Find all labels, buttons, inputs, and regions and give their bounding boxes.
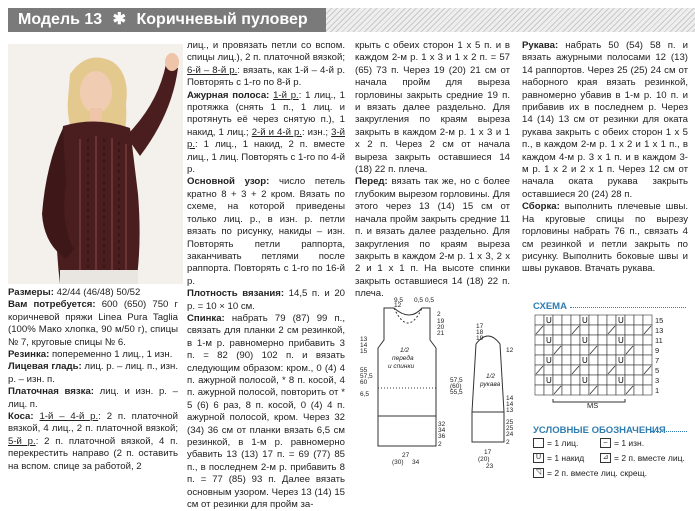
chart-cell <box>607 375 616 385</box>
chart-cell <box>598 355 607 365</box>
sleeves-text: набрать 50 (54) 58 п. и вязать ажурными полосами 12 (13) 14 раппортов. Через 25 (25) 24 см от наборного края вязать резинкой, равномерно убавив в 1-м р. 10 п. и прибавив их в последнем р. Через 14 (14) 13 см от резинки для оката рукава закрыть с обеих сторон 1 х 5 п., в каждом 2-м р. 1 х 2 и 1 х 1 п., в каждом 4-м р. 3 х 1 п. и в каждом 3-м р. 1 х 2 и 2 х 1 п. Через 12 см от начала оката рукава закрыть оставшиеся 20 (24) 28 п. <box>522 40 688 200</box>
sleeve-label: 55,5 <box>450 389 463 396</box>
chart-cell <box>553 325 562 335</box>
sleeve-label: (60) <box>450 383 462 390</box>
legend-k2tog-crossed-text: = 2 п. вместе лиц. скрещ. <box>547 468 647 478</box>
sleeve-label: (20) <box>478 456 490 463</box>
stitch-chart <box>533 313 693 411</box>
legend-purl <box>600 438 644 448</box>
sleeves-label: Рукава: <box>522 40 559 51</box>
openwork-text-1: : 1 лиц., 1 протяжка (снять 1 п., 1 лиц. и протянуть её через снятую п.), 1 накид, 1 лиц.; <box>187 89 346 138</box>
chart-cell <box>598 335 607 345</box>
chart-cell <box>607 315 616 325</box>
chart-cell <box>553 355 562 365</box>
density-text: 14,5 п. и 20 р. = 10 × 10 см. <box>187 288 345 312</box>
chart-cell <box>580 385 589 395</box>
assembly-label: Сборка: <box>522 201 560 213</box>
legend-knit <box>533 438 578 448</box>
sleeve-label: 57,5 <box>450 377 463 384</box>
chart-cell <box>571 315 580 325</box>
col2-text-2: : вязать, как 1-й – 4-й р. Повторять с 1-го по 8-й р. <box>187 64 345 89</box>
main-pattern-text: число петель кратно 8 + 3 + 2 кром. Вязать по схеме, на которой приведены только лиц. р., в изн. р. петли вязать по рисунку, накиды – изн. Повторять петли раппорта, заканчивать петлями после раппорта. Повторять с 1-го по 16-й р. <box>187 176 345 287</box>
chart-cell <box>571 355 580 365</box>
main-pattern-label: Основной узор: <box>187 176 270 188</box>
chart-cell <box>562 345 571 355</box>
chart-yarnover-mark: U <box>618 356 624 365</box>
chart-cell <box>634 375 643 385</box>
body-label: 21 <box>437 330 445 337</box>
braid-rows-2: 5-й р. <box>8 435 36 447</box>
sleeve-label: 13 <box>506 407 514 414</box>
legend-purl-text: = 1 изн. <box>614 438 645 448</box>
chart-cell <box>589 325 598 335</box>
sleeve-label: 19 <box>476 335 484 342</box>
legend-knit-text: = 1 лиц. <box>547 438 579 448</box>
chart-row-number: 1 <box>655 386 660 395</box>
chart-cell <box>553 335 562 345</box>
chart-cell <box>535 315 544 325</box>
col2-text-1: лиц., и провязать петли со вспом. спицы лиц.), 2 п. платочной вязкой; <box>187 40 345 64</box>
chart-row-number: 13 <box>655 326 664 335</box>
chart-yarnover-mark: U <box>546 316 552 325</box>
model-photo-illustration <box>8 44 183 284</box>
chart-cell <box>544 345 553 355</box>
title-text: Коричневый пуловер <box>136 11 308 28</box>
chart-row-number: 9 <box>655 346 660 355</box>
chart-cell <box>580 325 589 335</box>
body-pattern-diagram <box>350 296 460 504</box>
openwork-label: Ажурная полоса: <box>187 89 270 101</box>
body-label: (30) <box>392 459 404 466</box>
column-4 <box>522 40 688 276</box>
sleeve-label: 14 <box>506 401 514 408</box>
sizes-label: Размеры: <box>8 287 54 298</box>
body-label: 14 <box>360 342 368 349</box>
chart-cell <box>598 325 607 335</box>
braid-text-1: : 2 п. платочной вязкой, 4 лиц., 2 п. платочной вязкой; <box>8 411 178 435</box>
chart-yarnover-mark: U <box>582 376 588 385</box>
schema-title-rule <box>570 307 686 308</box>
chart-cell <box>634 325 643 335</box>
body-label: 6,5 <box>360 391 370 398</box>
body-label: 2 <box>437 311 441 318</box>
chart-yarnover-mark: U <box>582 356 588 365</box>
star-icon: ✱ <box>112 11 127 28</box>
chart-cell <box>553 375 562 385</box>
chart-cell <box>562 365 571 375</box>
assembly-text: выполнить плечевые швы. На круговые спицы по вырезу горловины набрать 76 п., связать 4 см резинкой и петли закрыть по рисунку. Выполнить боковые швы и швы рукавов. Втачать рукава. <box>522 201 688 275</box>
braid-text-2: : 2 п. платочной вязкой, 4 п. перекрестить направо (2 п. оставить на вспом. спице за работой, 2 <box>8 435 179 472</box>
openwork-row-2: 2-й и 4-й р. <box>251 126 302 138</box>
chart-cell <box>535 375 544 385</box>
sleeve-label: 18 <box>476 329 484 336</box>
back-label: Спинка: <box>187 312 225 324</box>
chart-cell <box>634 315 643 325</box>
chart-cell <box>616 365 625 375</box>
body-label: 57,5 <box>360 373 373 380</box>
chart-cell <box>616 345 625 355</box>
openwork-text-2: : изн.; <box>301 126 332 138</box>
sleeve-label: 17 <box>476 323 484 330</box>
chart-row-number: 11 <box>655 336 663 345</box>
chart-cell <box>625 315 634 325</box>
front-text: вязать так же, но с более глубоким вырезом горловины. Для этого через 13 (14) 15 см от начала пройм закрыть средние 11 п. и вязать далее раздельно. Для закругления по краям выреза закрыть в каждом 2-м р. 1 х 3, 2 х 2 и 1 х 1 п. На высоте спинки закрыть оставшиеся 14 (18) 22 п. плеча. <box>355 176 510 300</box>
openwork-row-3: 3-й р. <box>187 126 345 151</box>
chart-cell <box>634 345 643 355</box>
chart-row-number: 15 <box>655 316 664 325</box>
sleeve-label: 24 <box>506 431 514 438</box>
sleeve-label: 25 <box>506 425 514 432</box>
chart-cell <box>562 355 571 365</box>
chart-cell <box>598 345 607 355</box>
chart-cell <box>643 375 652 385</box>
chart-cell <box>643 315 652 325</box>
legend-k2tog-text: = 2 п. вместе лиц. <box>614 453 685 463</box>
chart-cell <box>598 385 607 395</box>
sleeve-label: 23 <box>486 463 494 470</box>
chart-cell <box>589 375 598 385</box>
body-label: 60 <box>360 379 368 386</box>
column-3 <box>355 40 510 301</box>
chart-cell <box>589 315 598 325</box>
body-label: 15 <box>360 348 368 355</box>
col3-text-1: крыть с обеих сторон 1 х 5 п. и в каждом 2-м р. 1 х 3 и 1 х 2 п. = 57 (65) 73 п. Через 19 (20) 21 см от начала пройм для выреза горловины закрыть средние 19 п. и вязать далее раздельно. Для закругления по краям выреза закрыть в каждом 2-м р. 1 х 3 и 1 х 2 п. Через 2 см от начала выреза закрыть оставшиеся 14 (18) 22 п. плеча. <box>355 40 510 176</box>
schema-title: СХЕМА <box>533 301 567 312</box>
chart-cell <box>607 335 616 345</box>
column-2 <box>187 40 345 511</box>
legend-k2tog-crossed <box>533 468 647 478</box>
chart-cell <box>616 385 625 395</box>
chart-cell <box>535 335 544 345</box>
sleeve-label: рукава <box>480 381 501 388</box>
chart-cell <box>625 335 634 345</box>
yarnover-symbol-icon: U <box>533 453 544 463</box>
body-label: 32 <box>438 421 446 428</box>
body-label: 19 <box>437 318 445 325</box>
braid-rows-1: 1-й – 4-й р. <box>39 411 99 423</box>
chart-cell <box>634 355 643 365</box>
chart-cell <box>598 365 607 375</box>
body-label: 55 <box>360 367 368 374</box>
chart-yarnover-mark: U <box>582 316 588 325</box>
chart-row-number: 7 <box>655 356 660 365</box>
body-label: 34 <box>438 427 446 434</box>
chart-cell <box>571 375 580 385</box>
sleeve-label: 2 <box>506 439 510 446</box>
materials-value: 600 (650) 750 г коричневой пряжи Linea Pura Taglia (100% Мако хлопка, 90 м/50 г), спицы № 7, круговые спицы № 6. <box>8 299 178 348</box>
chart-cell <box>607 385 616 395</box>
sleeve-label: 25 <box>506 419 514 426</box>
sleeve-pattern-diagram <box>446 320 530 504</box>
sleeve-label: 12 <box>506 347 514 354</box>
body-label: 34 <box>412 459 420 466</box>
braid-label: Коса: <box>8 411 34 423</box>
body-label: 20 <box>437 324 445 331</box>
model-photo <box>8 44 183 284</box>
k2tog-crossed-symbol-icon: ◹ <box>533 468 544 478</box>
body-label: 2 <box>438 441 442 448</box>
chart-cell <box>607 355 616 365</box>
garter-label: Платочная вязка: <box>8 386 94 398</box>
sleeve-label: 14 <box>506 395 514 402</box>
chart-cell <box>571 335 580 345</box>
chart-ms-label: MS <box>587 401 599 410</box>
chart-row-number: 3 <box>655 376 660 385</box>
chart-cell <box>589 365 598 375</box>
body-label: 1/2 <box>400 347 410 354</box>
chart-yarnover-mark: U <box>546 336 552 345</box>
chart-cell <box>562 325 571 335</box>
chart-cell <box>625 325 634 335</box>
legend-yarnover <box>533 453 584 463</box>
chart-cell <box>598 375 607 385</box>
column-1 <box>8 287 178 473</box>
rib-label: Резинка: <box>8 349 50 361</box>
body-label: 36 <box>438 433 446 440</box>
chart-cell <box>616 325 625 335</box>
rib-value: попеременно 1 лиц., 1 изн. <box>49 349 173 361</box>
chart-cell <box>589 335 598 345</box>
body-label: 9,5 <box>394 297 404 304</box>
chart-cell <box>598 315 607 325</box>
chart-cell <box>562 315 571 325</box>
chart-cell <box>562 335 571 345</box>
col2-rows-1: 6-й – 8-й р. <box>187 64 238 76</box>
body-label: 13 <box>360 336 368 343</box>
body-label: переда <box>392 355 414 362</box>
chart-cell <box>544 385 553 395</box>
chart-cell <box>571 385 580 395</box>
legend-yarnover-text: = 1 накид <box>547 453 585 463</box>
front-label: Перед: <box>355 176 388 188</box>
chart-cell <box>562 385 571 395</box>
body-label: и спинки <box>388 363 415 370</box>
chart-cell <box>535 355 544 365</box>
body-label: 27 <box>402 452 410 459</box>
chart-row-number: 5 <box>655 366 660 375</box>
stockinette-label: Лицевая гладь: <box>8 361 82 373</box>
back-text: набрать 79 (87) 99 п., связать для планки 2 см резинкой, в 1-м р. равномерно прибавить 3 п. = 82 (90) 102 п. и вязать следующим образом: кром., 0 (4) 4 п. ажурной полосой, * 8 п. косой, 4 п. ажурной полосой, повторить от * 5 (6) 6 раз, 8 п. косой, 0 (4) 4 п. ажурной полосой, кром. Через 32 (34) 36 см от планки вязать 6,5 см резинкой, в 1-м р. равномерно убавить 13 (13) 17 п. = 69 (77) 85 п., в последнем 2-м р. прибавить 8 п. = 77 (85) 93 п. Далее вязать основным узором. Через 13 (14) 15 см от резинки для пройм за- <box>187 312 345 511</box>
chart-cell <box>544 325 553 335</box>
chart-cell <box>643 345 652 355</box>
body-label: 0,5 <box>425 297 435 304</box>
openwork-row-1: 1-й р. <box>273 89 299 101</box>
chart-cell <box>544 365 553 375</box>
materials-label: Вам потребуется: <box>8 299 96 311</box>
chart-cell <box>562 375 571 385</box>
legend-title: УСЛОВНЫЕ ОБОЗНАЧЕНИЯ <box>533 425 666 436</box>
chart-cell <box>580 365 589 375</box>
chart-cell <box>580 345 589 355</box>
stitch-chart-grid <box>535 315 652 402</box>
chart-cell <box>571 345 580 355</box>
chart-yarnover-mark: U <box>618 316 624 325</box>
openwork-text-3: : 1 лиц., 1 накид, 2 п. вместе лиц., 1 лиц. Повторять с 1-го по 4-й р. <box>187 139 345 176</box>
chart-cell <box>643 335 652 345</box>
chart-yarnover-mark: U <box>546 376 552 385</box>
chart-yarnover-mark: U <box>582 336 588 345</box>
density-label: Плотность вязания: <box>187 288 285 300</box>
chart-cell <box>535 385 544 395</box>
body-label: 0,5 <box>414 297 424 304</box>
chart-cell <box>625 365 634 375</box>
garter-value: лиц. и изн. р. – лиц. п. <box>8 386 178 410</box>
chart-yarnover-mark: U <box>618 376 624 385</box>
chart-cell <box>634 365 643 375</box>
legend-title-rule <box>651 431 687 432</box>
chart-cell <box>634 335 643 345</box>
chart-yarnover-mark: U <box>546 356 552 365</box>
purl-symbol-icon: – <box>600 438 611 448</box>
model-number: Модель 13 <box>18 11 103 28</box>
chart-cell <box>553 365 562 375</box>
chart-cell <box>643 385 652 395</box>
stockinette-value: лиц. р. – лиц. п., изн. р. – изн. п. <box>8 361 178 385</box>
chart-cell <box>553 315 562 325</box>
sleeve-label: 17 <box>484 449 492 456</box>
chart-cell <box>625 375 634 385</box>
chart-yarnover-mark: U <box>618 336 624 345</box>
chart-cell <box>634 385 643 395</box>
k2tog-symbol-icon: ⊿ <box>600 453 611 463</box>
chart-cell <box>535 345 544 355</box>
legend-k2tog <box>600 453 685 463</box>
body-label: 12 <box>394 302 402 309</box>
chart-cell <box>625 355 634 365</box>
chart-cell <box>607 345 616 355</box>
page-header <box>0 0 695 36</box>
sizes-value: 42/44 (46/48) 50/52 <box>53 287 141 298</box>
chart-cell <box>643 355 652 365</box>
page-title <box>8 8 326 32</box>
sleeve-label: 1/2 <box>486 373 496 380</box>
chart-cell <box>589 355 598 365</box>
knit-symbol-icon <box>533 438 544 448</box>
